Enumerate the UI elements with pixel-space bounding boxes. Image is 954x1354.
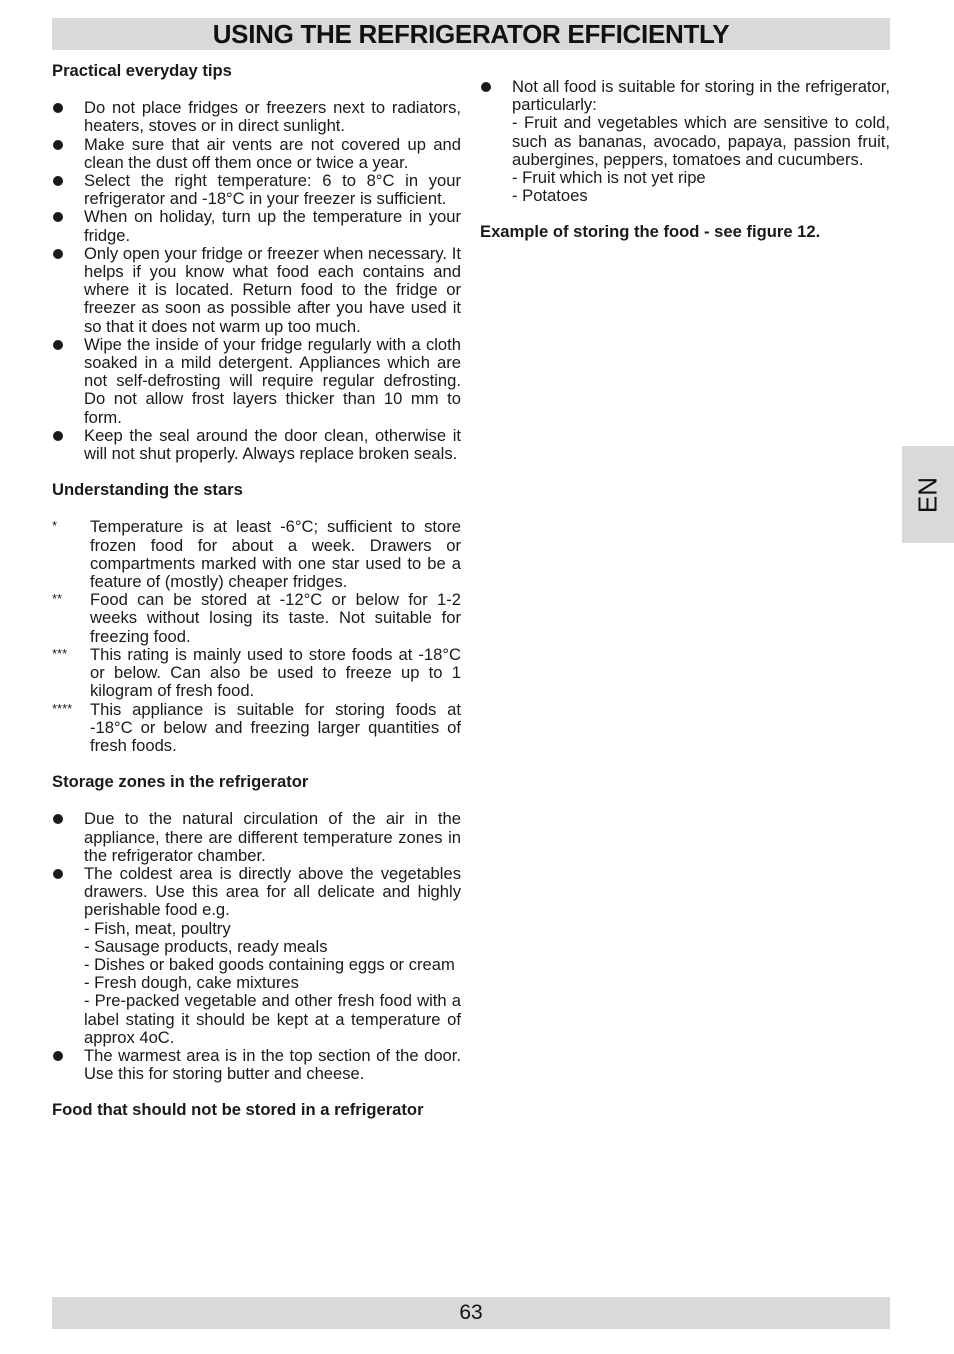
bullet-icon [53, 431, 63, 441]
star-rating-mark: *** [52, 645, 68, 661]
star-rating-mark: ** [52, 591, 63, 607]
list-item: Select the right temperature: 6 to 8°C in your refrigerator and -18°C in your freezer is sufficient. [52, 172, 461, 208]
bullet-icon [53, 814, 63, 824]
list-item [52, 865, 461, 1047]
tips-list [52, 99, 461, 463]
zone-subitem: - Fresh dough, cake mixtures [84, 973, 299, 993]
zones-heading: Storage zones in the refrigerator [52, 772, 309, 792]
bullet-icon [53, 340, 63, 350]
bullet-icon [53, 140, 63, 150]
bullet-icon [53, 103, 63, 113]
star-rating-mark: * [52, 518, 58, 534]
not-stored-subitem: - Potatoes [512, 186, 588, 206]
not-stored-subitem: - Fruit which is not yet ripe [512, 168, 706, 188]
zones-list [52, 810, 461, 1083]
list-item: * Temperature is at least -6°C; sufficient to store frozen food for about a week. Drawers or compartments marked with one star used to be a feature of (mostly) cheaper fridges. [52, 517, 461, 592]
zone-subitem: - Dishes or baked goods containing eggs or cream [84, 954, 455, 974]
list-item: Due to the natural circulation of the air in the appliance, there are different temperature zones in the refrigerator chamber. [52, 810, 461, 865]
star-rating-mark: **** [52, 700, 73, 716]
bullet-icon [53, 176, 63, 186]
stars-heading: Understanding the stars [52, 480, 243, 500]
not-stored-intro: Not all food is suitable for storing in the refrigerator, particularly: [512, 77, 890, 115]
bullet-icon [53, 1051, 63, 1061]
zone-subitem: - Sausage products, ready meals [84, 936, 328, 956]
bullet-icon [53, 869, 63, 879]
not-stored-list [480, 78, 890, 205]
footer-bar [52, 1297, 890, 1329]
list-item: Do not place fridges or freezers next to radiators, heaters, stoves or in direct sunlight. [52, 99, 461, 135]
not-stored-subitem: - Fruit and vegetables which are sensitive to cold, such as bananas, avocado, papaya, passion fruit, aubergines, peppers, tomatoes and cucumbers. [512, 113, 890, 169]
list-item [480, 78, 890, 205]
language-label: EN [912, 476, 943, 513]
list-item: Keep the seal around the door clean, otherwise it will not shut properly. Always replace broken seals. [52, 427, 461, 463]
bullet-icon [53, 249, 63, 259]
title-bar [52, 18, 890, 50]
list-item: **** This appliance is suitable for storing foods at -18°C or below and freezing larger quantities of fresh foods. [52, 699, 461, 755]
bullet-icon [481, 82, 491, 92]
stars-list [52, 518, 461, 755]
left-column [52, 60, 461, 1139]
page-number: 63 [459, 1301, 483, 1324]
list-item: ** Food can be stored at -12°C or below for 1-2 weeks without losing its taste. Not suitable for freezing food. [52, 590, 461, 646]
list-item: Wipe the inside of your fridge regularly with a cloth soaked in a mild detergent. Appliances which are not self-defrosting will require regular defrosting. Do not allow frost layers thicker than 10 mm to form. [52, 336, 461, 427]
language-tab [902, 446, 954, 543]
list-item: *** This rating is mainly used to store foods at -18°C or below. Can also be used to freeze up to 1 kilogram of fresh food. [52, 644, 461, 701]
zone-subitem: - Pre-packed vegetable and other fresh food with a label stating it should be kept at a temperature of approx 4oC. [84, 991, 461, 1047]
not-stored-heading: Food that should not be stored in a refrigerator [52, 1100, 424, 1120]
bullet-icon [53, 212, 63, 222]
list-item: Make sure that air vents are not covered up and clean the dust off them once or twice a year. [52, 136, 461, 172]
list-item: Only open your fridge or freezer when necessary. It helps if you know what food each contains and where it is located. Return food to the fridge or freezer as soon as possible after you have used it so that it does not warm up too much. [52, 245, 461, 336]
list-item: When on holiday, turn up the temperature in your fridge. [52, 208, 461, 244]
zone-intro: The coldest area is directly above the vegetables drawers. Use this area for all delicate and highly perishable food e.g. [84, 863, 461, 920]
right-column [480, 78, 890, 261]
example-heading: Example of storing the food - see figure 12. [480, 222, 821, 242]
page-title: USING THE REFRIGERATOR EFFICIENTLY [212, 19, 730, 49]
tips-heading: Practical everyday tips [52, 61, 232, 80]
zone-subitem: - Fish, meat, poultry [84, 918, 231, 938]
list-item: The warmest area is in the top section of the door. Use this for storing butter and cheese. [52, 1047, 461, 1083]
